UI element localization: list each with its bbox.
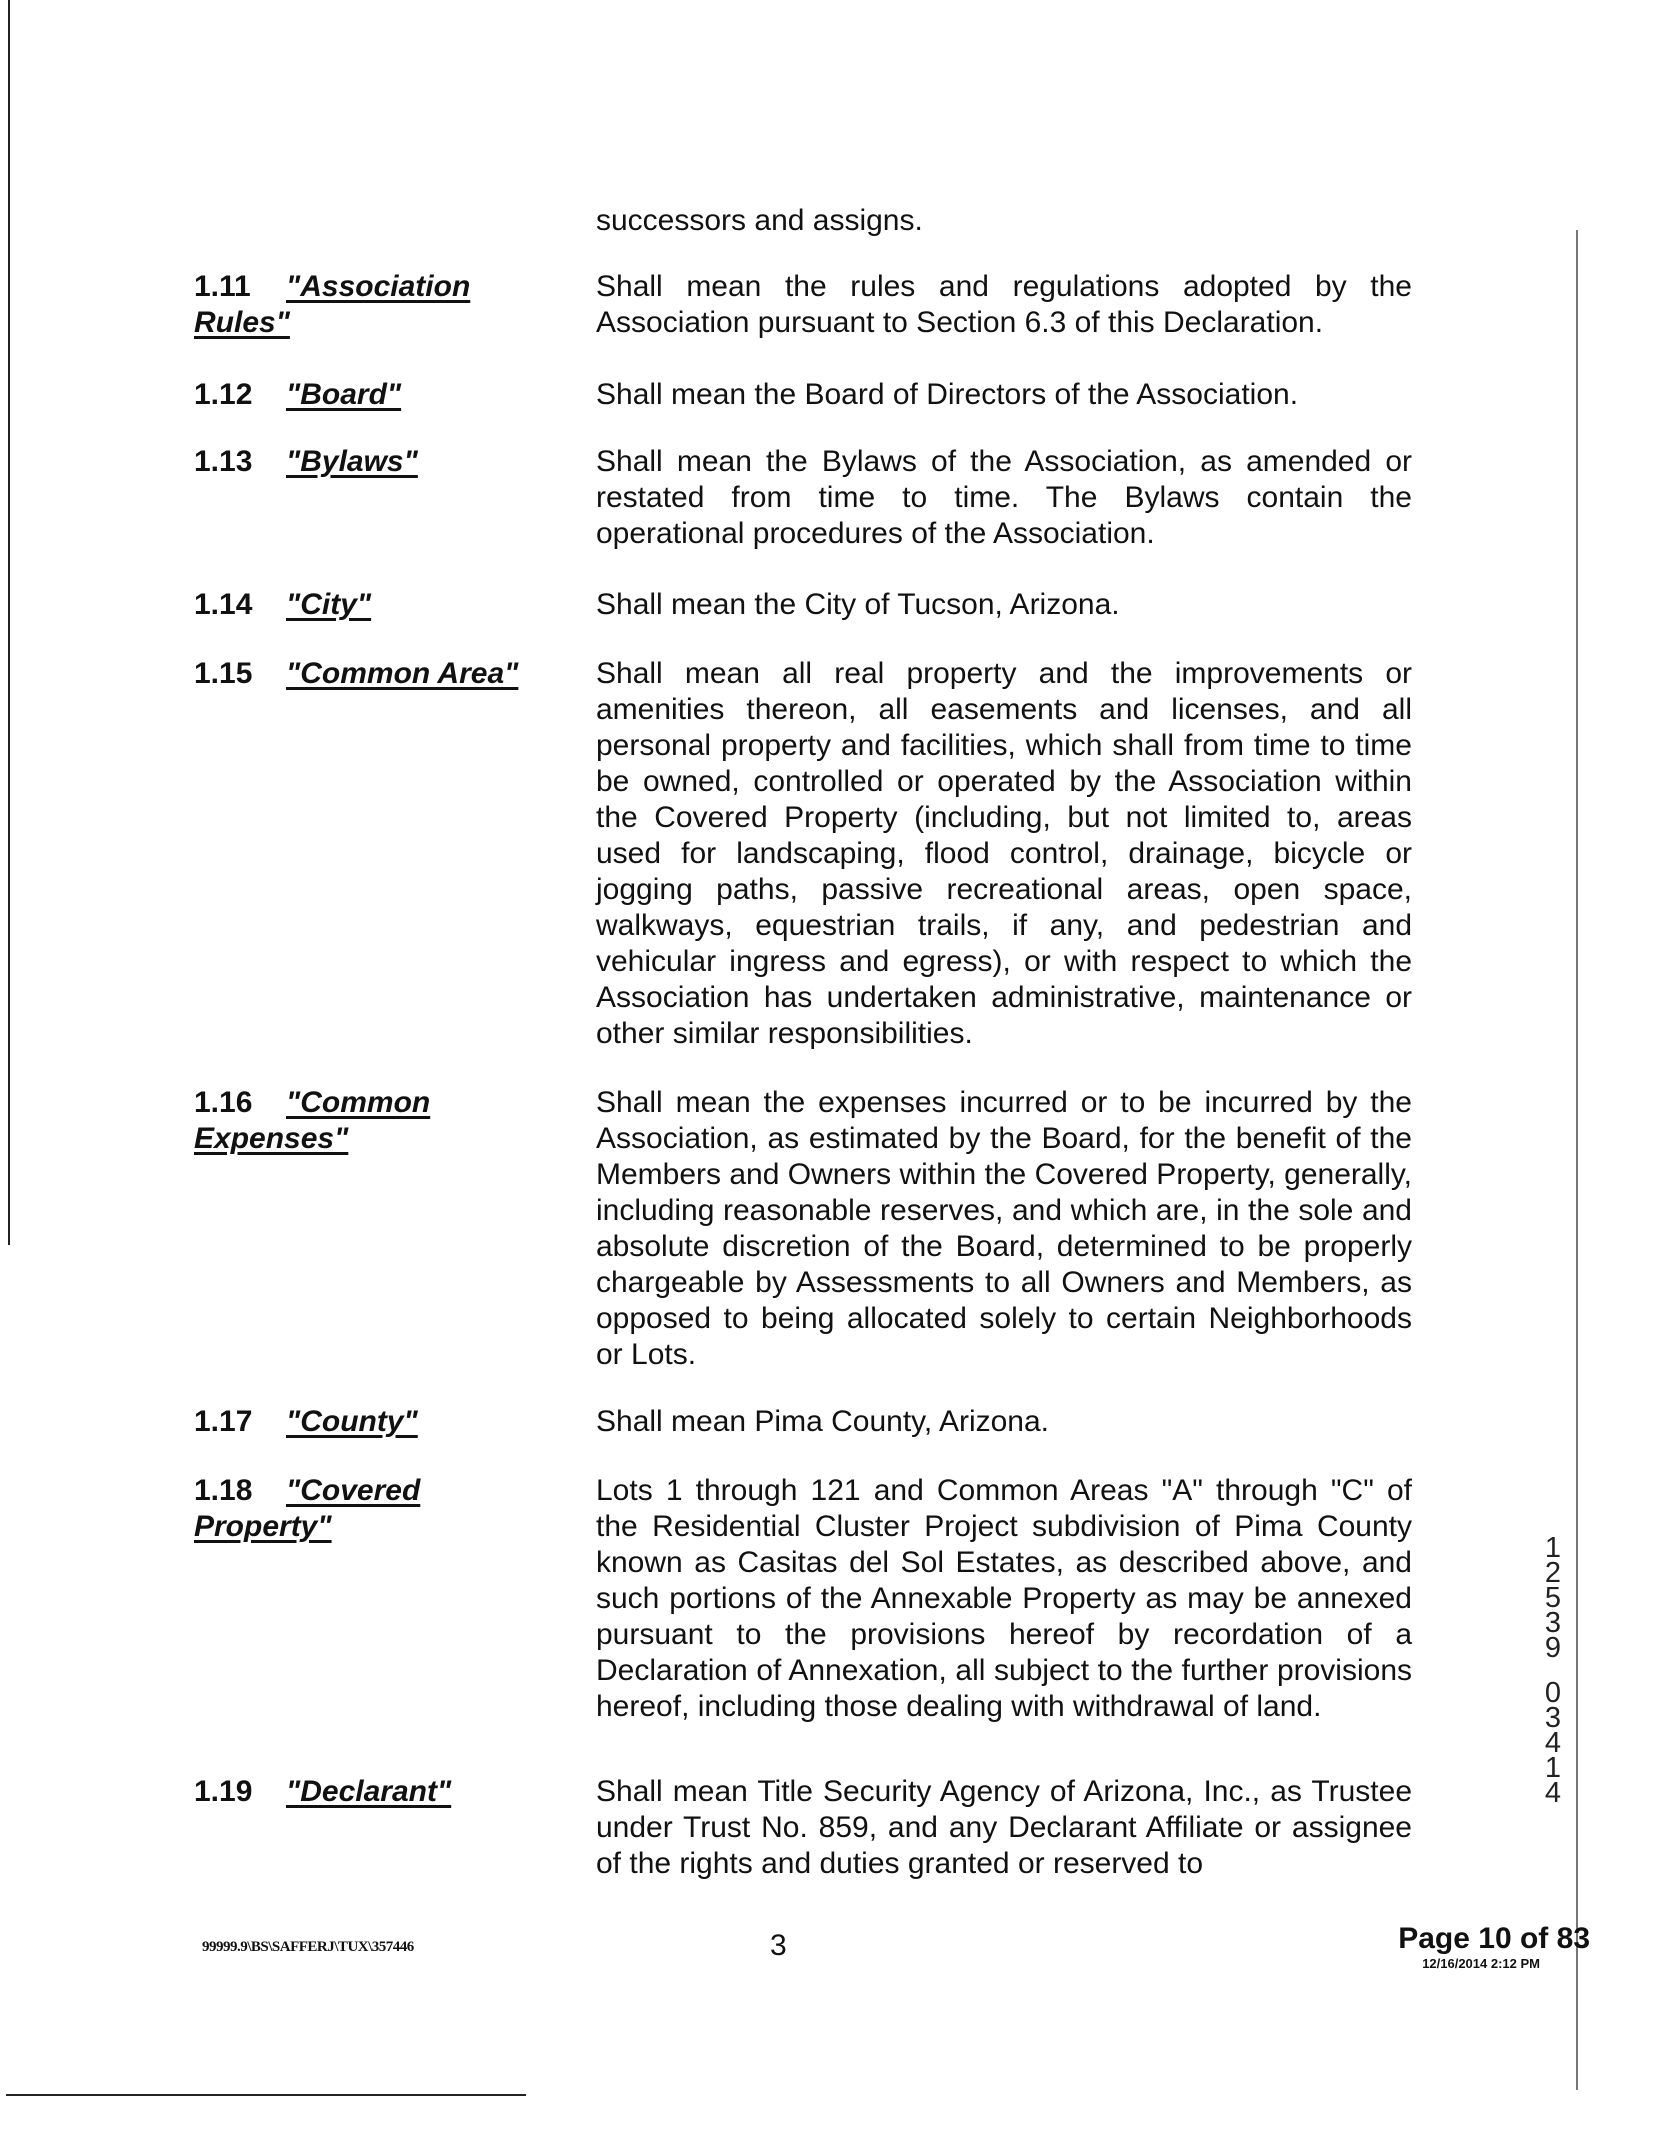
footer-document-id: 99999.9\BS\SAFFERJ\TUX\357446 [202,1939,414,1955]
margin-digit: 0 [1544,1677,1562,1709]
term-name: "City" [286,588,372,621]
margin-digit: 3 [1544,1607,1562,1639]
term-name: "Common Area" [286,657,519,690]
term-name-continued: Expenses" [194,1122,349,1155]
recording-stamp [1390,1922,1590,1971]
right-border-line [1576,230,1578,2090]
definition-text: Shall mean Title Security Agency of Arizona, Inc., as Trustee under Trust No. 859, and any Declarant Affiliate or assignee of the rights and duties granted or reserved to [596,1775,1412,1880]
term-name: "Common [286,1086,431,1119]
section-number: 1.17 [194,1405,253,1438]
margin-digit: 1 [1544,1752,1562,1784]
margin-digit: 1 [1544,1532,1562,1564]
definition-text: Shall mean all real property and the improvements or amenities thereon, all easements and licenses, and all personal property and facilities, which shall from time to time be owned, controlled or operated by the Association within the Covered Property (including, but not limited to, areas used for landscaping, flood control, drainage, bicycle or jogging paths, passive recreational areas, open space, walkways, equestrian trails, if any, and pedestrian and vehicular ingress and egress), or with respect to which the Association has undertaken administrative, maintenance or other similar responsibilities. [596,657,1412,1050]
definition-text: Shall mean Pima County, Arizona. [596,1405,1050,1438]
left-border-line [8,0,10,1245]
term-name: "Bylaws" [286,445,418,478]
margin-digit: 9 [1544,1632,1562,1664]
margin-digit: 2 [1544,1557,1562,1589]
term-heading [194,1473,574,1545]
term-heading [194,444,574,480]
term-heading [194,1404,574,1440]
term-heading [194,1774,574,1810]
section-number: 1.11 [194,270,251,303]
term-heading [194,656,574,692]
term-heading [194,377,574,413]
definition-text: Shall mean the rules and regulations adopted by the Association pursuant to Section 6.3 of this Declaration. [596,270,1412,339]
margin-digit: 4 [1544,1777,1562,1809]
recording-page-label: Page 10 of 83 [1398,1922,1590,1955]
margin-recording-number [1538,1532,1568,1809]
definition-text: Shall mean the City of Tucson, Arizona. [596,588,1120,621]
margin-digit: 3 [1544,1702,1562,1734]
bottom-border-line [6,2094,526,2096]
term-name: "Declarant" [286,1775,452,1808]
margin-digit: 4 [1544,1727,1562,1759]
term-heading [194,269,574,341]
recording-timestamp: 12/16/2014 2:12 PM [1422,1956,1540,1971]
margin-digit: 5 [1544,1582,1562,1614]
term-name: "County" [286,1405,418,1438]
definition-text: Lots 1 through 121 and Common Areas "A" through "C" of the Residential Cluster Project subdivision of Pima County known as Casitas del Sol Estates, as described above, and such portions of the Annexable Property as may be annexed pursuant to the provisions hereof by recordation of a Declaration of Annexation, all subject to the further provisions hereof, including those dealing with withdrawal of land. [596,1474,1412,1723]
section-number: 1.16 [194,1086,253,1119]
definition-text: Shall mean the expenses incurred or to be incurred by the Association, as estimated by the Board, for the benefit of the Members and Owners within the Covered Property, generally, including reasonable reserves, and which are, in the sole and absolute discretion of the Board, determined to be properly chargeable by Assessments to all Owners and Members, as opposed to being allocated solely to certain Neighborhoods or Lots. [596,1086,1412,1371]
term-name: "Association [286,270,471,303]
term-name: "Board" [286,378,402,411]
continuation-text: successors and assigns. [596,204,923,237]
section-number: 1.14 [194,588,253,621]
term-name-continued: Property" [194,1510,332,1543]
term-heading [194,587,574,623]
section-number: 1.18 [194,1474,253,1507]
definition-text: Shall mean the Board of Directors of the Association. [596,378,1299,411]
section-number: 1.19 [194,1775,253,1808]
term-heading [194,1085,574,1157]
definition-text: Shall mean the Bylaws of the Association, as amended or restated from time to time. The Bylaws contain the operational procedures of the Association. [596,445,1412,550]
section-number: 1.12 [194,378,253,411]
section-number: 1.13 [194,445,253,478]
section-number: 1.15 [194,657,253,690]
footer-page-number: 3 [770,1929,787,1962]
term-name-continued: Rules" [194,306,290,339]
term-name: "Covered [286,1474,421,1507]
